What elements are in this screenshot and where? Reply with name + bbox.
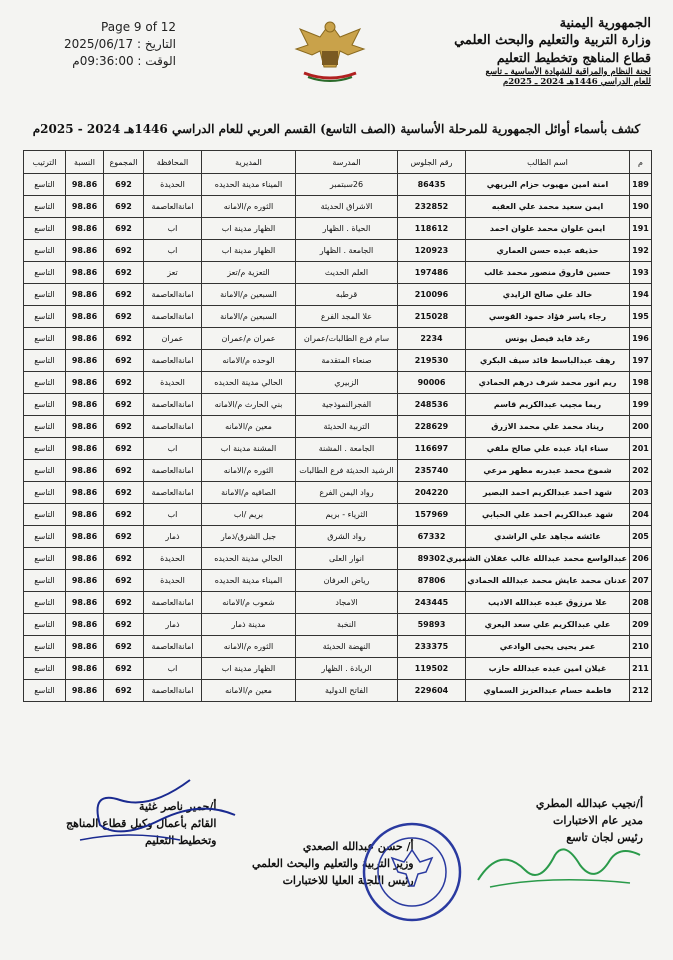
seat-number: 197486 [398,262,466,284]
governorate-name: الحديدة [144,570,202,592]
percent-score: 98.86 [66,284,104,306]
student-name: امنة امين مهيوب حزام البريهي [466,174,630,196]
seat-number: 215028 [398,306,466,328]
percent-score: 98.86 [66,218,104,240]
district-name: الظهار مدينة اب [202,240,296,262]
student-name: شهد عبدالكريم احمد علي الحبابي [466,504,630,526]
governorate-name: تعز [144,262,202,284]
percent-score: 98.86 [66,438,104,460]
student-name: خالد علي صالح الزايدي [466,284,630,306]
rank-label: التاسع [24,196,66,218]
student-name: عمر يحيى يحيى الوادعي [466,636,630,658]
governorate-name: امانةالعاصمة [144,592,202,614]
district-name: الظهار مدينة اب [202,218,296,240]
student-name: سناء اياد عبده علي صالح ملفي [466,438,630,460]
rank-label: التاسع [24,592,66,614]
print-date: التاريخ : 2025/06/17 [64,37,176,51]
school-name: رياض العرفان [296,570,398,592]
row-index: 212 [630,680,652,702]
table-row [24,328,652,350]
percent-score: 98.86 [66,658,104,680]
district-name: الحالي مدينة الحديده [202,372,296,394]
student-name: علا مرزوق عبده عبدالله الاديب [466,592,630,614]
student-name: علي عبدالكريم علي سعد اليعري [466,614,630,636]
student-name: شهد احمد عبدالكريم احمد البصير [466,482,630,504]
table-row [24,460,652,482]
table-row [24,526,652,548]
total-score: 692 [104,284,144,306]
school-name: الريادة . الظهار [296,658,398,680]
signer-name: أ/نجيب عبدالله المطري [535,797,643,810]
district-name: الميناء مدينة الحديده [202,174,296,196]
district-name: بني الحارث م/الامانه [202,394,296,416]
row-index: 192 [630,240,652,262]
total-score: 692 [104,394,144,416]
seat-number: 87806 [398,570,466,592]
student-name: ريناد محمد علي محمد الازرق [466,416,630,438]
district-name: الثوره م/الامانه [202,636,296,658]
school-name: الزبيري [296,372,398,394]
district-name: مدينة ذمار [202,614,296,636]
rank-label: التاسع [24,350,66,372]
rank-label: التاسع [24,438,66,460]
percent-score: 98.86 [66,592,104,614]
total-score: 692 [104,526,144,548]
percent-score: 98.86 [66,394,104,416]
row-index: 198 [630,372,652,394]
rank-label: التاسع [24,658,66,680]
signer-title: القائم بأعمال وكيل قطاع المناهج [66,817,217,830]
row-index: 191 [630,218,652,240]
signer-role: رئيس لجان تاسع [566,831,643,844]
district-name: التعزية م/تعز [202,262,296,284]
total-score: 692 [104,658,144,680]
percent-score: 98.86 [66,548,104,570]
table-row [24,504,652,526]
total-score: 692 [104,196,144,218]
row-index: 190 [630,196,652,218]
seat-number: 243445 [398,592,466,614]
signer-title: مدير عام الاختبارات [552,814,643,827]
seat-number: 116697 [398,438,466,460]
col-percent: النسبة [66,151,104,174]
school-name: الثرياء - بريم [296,504,398,526]
governorate-name: امانةالعاصمة [144,394,202,416]
table-row [24,262,652,284]
seat-number: 228629 [398,416,466,438]
page-info [56,20,176,71]
school-name: الجامعة . الظهار [296,240,398,262]
rank-label: التاسع [24,284,66,306]
governorate-name: امانةالعاصمة [144,284,202,306]
governorate-name: اب [144,504,202,526]
seat-number: 229604 [398,680,466,702]
row-index: 208 [630,592,652,614]
total-score: 692 [104,504,144,526]
yemen-emblem-icon [290,15,370,85]
table-row [24,416,652,438]
school-name: الاشراق الحديثة [296,196,398,218]
rank-label: التاسع [24,548,66,570]
row-index: 196 [630,328,652,350]
table-row [24,482,652,504]
governorate-name: الحديدة [144,372,202,394]
district-name: الثوره م/الامانه [202,196,296,218]
total-score: 692 [104,460,144,482]
ministry-stamp-icon [360,820,465,925]
district-name: الحالي مدينة الحديده [202,548,296,570]
student-name: ريم انور محمد شرف درهم الحمادي [466,372,630,394]
page-title: كشف بأسماء أوائل الجمهورية للمرحلة الأساسية (الصف التاسع) القسم العربي للعام الدراسي 1446هـ 2024 - 2025م [32,122,641,136]
percent-score: 98.86 [66,570,104,592]
district-name: المشنة مدينة اب [202,438,296,460]
percent-score: 98.86 [66,350,104,372]
total-score: 692 [104,438,144,460]
school-name: انوار العلى [296,548,398,570]
percent-score: 98.86 [66,306,104,328]
district-name: عمران م/عمران [202,328,296,350]
year-line: للعام الدراسي 1446هـ 2024 ـ 2025م [502,77,651,87]
seat-number: 90006 [398,372,466,394]
table-row [24,592,652,614]
district-name: الثوره م/الامانه [202,460,296,482]
rank-label: التاسع [24,218,66,240]
district-name: الصافيه م/الامانة [202,482,296,504]
handwritten-signature-icon [60,770,250,850]
total-score: 692 [104,306,144,328]
total-score: 692 [104,636,144,658]
district-name: السبعين م/الامانة [202,306,296,328]
school-name: الفاتح الدولية [296,680,398,702]
seat-number: 204220 [398,482,466,504]
row-index: 207 [630,570,652,592]
school-name: رواد اليمن الفرع [296,482,398,504]
seat-number: 86435 [398,174,466,196]
row-index: 209 [630,614,652,636]
page-number: Page 9 of 12 [101,20,176,34]
seat-number: 119502 [398,658,466,680]
percent-score: 98.86 [66,240,104,262]
district-name: الوحده م/الامانه [202,350,296,372]
school-name: قرطبه [296,284,398,306]
seat-number: 59893 [398,614,466,636]
seat-number: 248536 [398,394,466,416]
governorate-name: الحديدة [144,548,202,570]
percent-score: 98.86 [66,328,104,350]
table-row [24,570,652,592]
governorate-name: اب [144,438,202,460]
percent-score: 98.86 [66,372,104,394]
student-name: رجاء ياسر فؤاد حمود القوسي [466,306,630,328]
rank-label: التاسع [24,240,66,262]
percent-score: 98.86 [66,614,104,636]
row-index: 200 [630,416,652,438]
table-header-row [24,151,652,174]
student-name: غيلان امين عبده عبدالله حازب [466,658,630,680]
district-name: الظهار مدينة اب [202,658,296,680]
percent-score: 98.86 [66,636,104,658]
governorate-name: امانةالعاصمة [144,636,202,658]
rank-label: التاسع [24,680,66,702]
table-row [24,614,652,636]
total-score: 692 [104,570,144,592]
table-row [24,240,652,262]
governorate-name: اب [144,218,202,240]
rank-label: التاسع [24,460,66,482]
percent-score: 98.86 [66,504,104,526]
governorate-name: اب [144,240,202,262]
governorate-name: ذمار [144,614,202,636]
row-index: 202 [630,460,652,482]
governorate-name: اب [144,658,202,680]
district-name: بريم /اب [202,504,296,526]
row-index: 197 [630,350,652,372]
rank-label: التاسع [24,306,66,328]
row-index: 210 [630,636,652,658]
school-name: الرشيد الحديثة فرع الطالبات [296,460,398,482]
student-name: حسين فاروق منصور محمد غالب [466,262,630,284]
district-name: جبل الشرق/ذمار [202,526,296,548]
col-seat: رقم الجلوس [398,151,466,174]
seat-number: 2234 [398,328,466,350]
signer-title: وزير التربية والتعليم والبحث العلمي [252,857,414,870]
district-name: السبعين م/الامانة [202,284,296,306]
percent-score: 98.86 [66,262,104,284]
row-index: 194 [630,284,652,306]
rank-label: التاسع [24,526,66,548]
rank-label: التاسع [24,372,66,394]
rank-label: التاسع [24,482,66,504]
school-name: النخبة [296,614,398,636]
table-row [24,196,652,218]
table-row [24,658,652,680]
seat-number: 210096 [398,284,466,306]
table-row [24,636,652,658]
governorate-name: عمران [144,328,202,350]
rank-label: التاسع [24,570,66,592]
rank-label: التاسع [24,416,66,438]
row-index: 199 [630,394,652,416]
school-name: التربية الحديثة [296,416,398,438]
table-row [24,680,652,702]
row-index: 195 [630,306,652,328]
rank-label: التاسع [24,504,66,526]
results-table [23,150,652,702]
percent-score: 98.86 [66,482,104,504]
school-name: الفجرالنموذجية [296,394,398,416]
committee-line: لجنة النظام والمراقبة للشهادة الأساسية ـ تاسع [485,67,651,77]
student-name: عدنان محمد عايش محمد عبدالله الحمادي [466,570,630,592]
seat-number: 89302 [398,548,466,570]
school-name: رواد الشرق [296,526,398,548]
print-time: الوقت : 09:36:00م [72,54,176,68]
district-name: معين م/الامانه [202,680,296,702]
col-rank: الترتيب [24,151,66,174]
student-name: عائشه مجاهد علي الراشدي [466,526,630,548]
school-name: الامجاد [296,592,398,614]
row-index: 203 [630,482,652,504]
total-score: 692 [104,350,144,372]
district-name: الميناء مدينة الحديده [202,570,296,592]
school-name: سام فرع الطالبات/عمران [296,328,398,350]
table-row [24,306,652,328]
percent-score: 98.86 [66,526,104,548]
governorate-name: امانةالعاصمة [144,416,202,438]
governorate-name: ذمار [144,526,202,548]
school-name: علا المجد الفرع [296,306,398,328]
district-name: شعوب م/الامانه [202,592,296,614]
governorate-name: امانةالعاصمة [144,482,202,504]
school-name: الحياة . الظهار [296,218,398,240]
seat-number: 67332 [398,526,466,548]
signer-name: أ/حمير ناصر غثية [139,800,217,813]
table-row [24,218,652,240]
total-score: 692 [104,174,144,196]
rank-label: التاسع [24,636,66,658]
rank-label: التاسع [24,614,66,636]
governorate-name: امانةالعاصمة [144,460,202,482]
percent-score: 98.86 [66,174,104,196]
seat-number: 233375 [398,636,466,658]
seat-number: 219530 [398,350,466,372]
governorate-name: امانةالعاصمة [144,196,202,218]
table-row [24,284,652,306]
total-score: 692 [104,262,144,284]
student-name: عبدالواسع محمد عبدالله غالب عقلان الشميري [466,548,630,570]
student-name: ايمن علوان محمد علوان احمد [466,218,630,240]
total-score: 692 [104,614,144,636]
table-row [24,372,652,394]
school-name: صنعاء المتقدمة [296,350,398,372]
percent-score: 98.86 [66,680,104,702]
school-name: 26سبتمبر [296,174,398,196]
school-name: النهضة الحديثة [296,636,398,658]
col-total: المجموع [104,151,144,174]
table-row [24,548,652,570]
governorate-name: امانةالعاصمة [144,350,202,372]
student-name: شموخ محمد عبدربه مطهر مرعي [466,460,630,482]
seat-number: 235740 [398,460,466,482]
percent-score: 98.86 [66,196,104,218]
country-line: الجمهورية اليمنية [559,16,651,31]
row-index: 204 [630,504,652,526]
ministry-header [401,16,651,87]
district-name: معين م/الامانه [202,416,296,438]
row-index: 201 [630,438,652,460]
percent-score: 98.86 [66,460,104,482]
handwritten-signature-icon [470,825,650,895]
student-name: رهف عبدالباسط قائد سيف البكري [466,350,630,372]
total-score: 692 [104,328,144,350]
table-row [24,438,652,460]
rank-label: التاسع [24,394,66,416]
row-index: 189 [630,174,652,196]
total-score: 692 [104,416,144,438]
sector-line: قطاع المناهج وتخطيط التعليم [496,50,651,65]
total-score: 692 [104,548,144,570]
student-name: رغد فايد فيصل يونس [466,328,630,350]
col-name: اسم الطالب [466,151,630,174]
col-district: المديرية [202,151,296,174]
governorate-name: الحديدة [144,174,202,196]
student-name: ايمن سعيد محمد علي العقبه [466,196,630,218]
student-name: ريما مجيب عبدالكريم قاسم [466,394,630,416]
governorate-name: امانةالعاصمة [144,680,202,702]
rank-label: التاسع [24,174,66,196]
seat-number: 120923 [398,240,466,262]
student-name: حذيفه عبده حسن العماري [466,240,630,262]
total-score: 692 [104,680,144,702]
row-index: 206 [630,548,652,570]
rank-label: التاسع [24,328,66,350]
table-row [24,350,652,372]
row-index: 205 [630,526,652,548]
governorate-name: امانةالعاصمة [144,306,202,328]
school-name: العلم الحديث [296,262,398,284]
row-index: 211 [630,658,652,680]
ministry-line: وزارة التربية والتعليم والبحث العلمي [454,33,651,48]
table-row [24,174,652,196]
signer-name: أ/ حسن عبدالله الصعدي [302,840,414,853]
table-row [24,394,652,416]
rank-label: التاسع [24,262,66,284]
total-score: 692 [104,482,144,504]
percent-score: 98.86 [66,416,104,438]
col-governorate: المحافظة [144,151,202,174]
row-index: 193 [630,262,652,284]
total-score: 692 [104,592,144,614]
total-score: 692 [104,240,144,262]
signer-role: وتخطيط التعليم [145,834,217,847]
signer-role: رئيس اللجنة العليا للاختبارات [282,874,414,887]
student-name: فاطمة حسام عبدالعزيز السماوي [466,680,630,702]
seat-number: 118612 [398,218,466,240]
school-name: الجامعة . المشنة [296,438,398,460]
seat-number: 157969 [398,504,466,526]
col-school: المدرسة [296,151,398,174]
seat-number: 232852 [398,196,466,218]
total-score: 692 [104,372,144,394]
total-score: 692 [104,218,144,240]
col-index: م [630,151,652,174]
